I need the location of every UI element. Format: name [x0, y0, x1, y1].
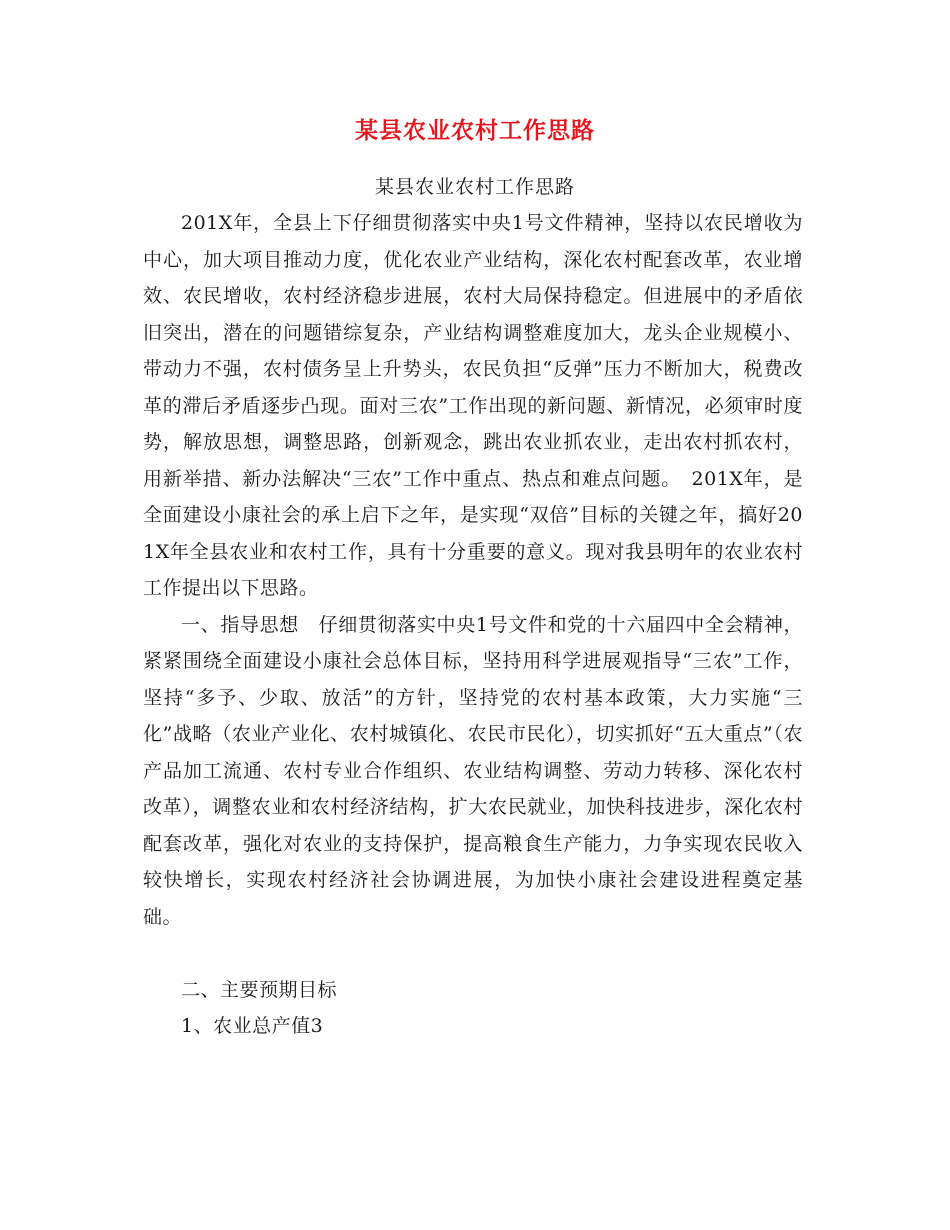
list-item-1: 1、农业总产值3 — [181, 1015, 324, 1037]
paragraph-gap — [143, 935, 803, 972]
section-heading-targets: 二、主要预期目标 — [181, 978, 338, 1001]
document-subtitle: 某县农业农村工作思路 — [374, 176, 575, 198]
paragraph-guiding-thought: 一、指导思想 仔细贯彻落实中央1号文件和党的十六届四中全会精神，紧紧围绕全面建设小康社会总体目标，坚持用科学进展观指导“三农”工作，坚持“多予、少取、放活”的方针，坚持党的农村基本政策，大力实施“三化”战略（农业产业化、农村城镇化、农民市民化），切实抓好“五大重点”（农产品加工流通、农村专业合作组织、农业结构调整、劳动力转移、深化农村改革），调整农业和农村经济结构，扩大农民就业，加快科技进步，深化农村配套改革，强化对农业的支持保护，提高粮食生产能力，力争实现农民收入较快增长，实现农村经济社会协调进展，为加快小康社会建设进程奠定基础。 — [143, 613, 803, 928]
paragraph-intro: 201X年，全县上下仔细贯彻落实中央1号文件精神，坚持以农民增收为中心，加大项目推动力度，优化农业产业结构，深化农村配套改革，农业增效、农民增收，农村经济稳步进展，农村大局保持稳定。但进展中的矛盾依旧突出，潜在的问题错综复杂，产业结构调整难度加大，龙头企业规模小、带动力不强，农村债务呈上升势头，农民负担“反弹”压力不断加大，税费改革的滞后矛盾逐步凸现。面对三农”工作出现的新问题、新情况，必须审时度势，解放思想，调整思路，创新观念，跳出农业抓农业，走出农村抓农村，用新举措、新办法解决“三农”工作中重点、热点和难点问题。 201X年，是全面建设小康社会的承上启下之年，是实现“双倍”目标的关键之年，搞好201X年全县农业和农村工作，具有十分重要的意义。现对我县明年的农业农村工作提出以下思路。 — [143, 212, 803, 599]
document-title: 某县农业农村工作思路 — [355, 117, 595, 144]
document-body — [143, 205, 803, 1045]
